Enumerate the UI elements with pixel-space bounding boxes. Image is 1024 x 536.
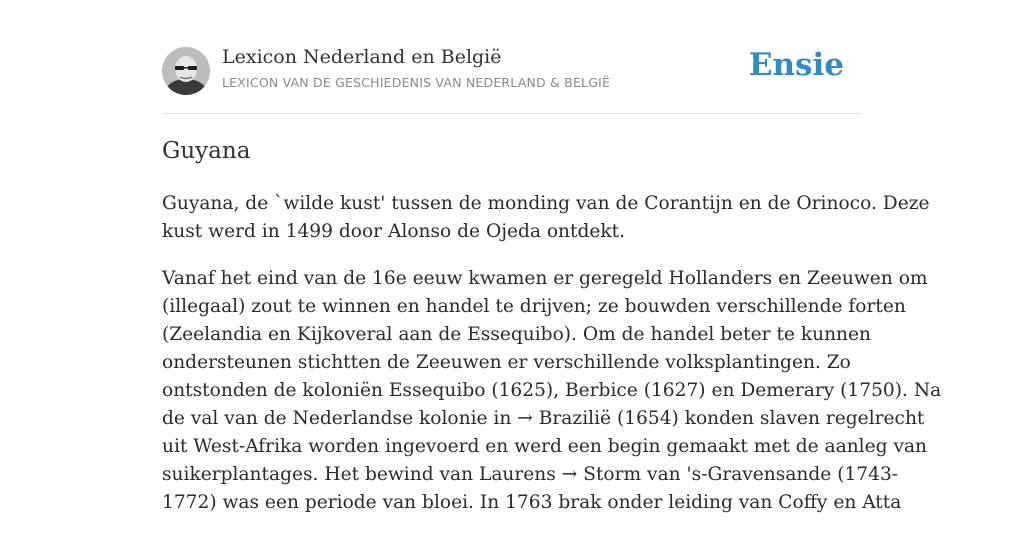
text-line: ondersteunen stichtten de Zeeuwen er verschillende volksplantingen. Zo: [162, 352, 851, 373]
text-line: [162, 405, 925, 433]
text-line: kust werd in 1499 door Alonso de Ojeda ontdekt.: [162, 221, 626, 242]
site-title[interactable]: Lexicon Nederland en België: [222, 46, 502, 68]
article-body: [162, 190, 942, 536]
text-line: uit West-Afrika worden ingevoerd en werd een begin gemaakt met de aanleg van: [162, 436, 928, 457]
text-segment: de val van de Nederlandse kolonie in: [162, 408, 518, 429]
site-header: [162, 0, 862, 114]
site-subtitle: LEXICON VAN DE GESCHIEDENIS VAN NEDERLAND & BELGIË: [222, 75, 611, 90]
article-paragraph-2: [162, 265, 942, 517]
text-line: 1772) was een periode van bloei. In 1763 brak onder leiding van Coffy en Atta: [162, 492, 902, 513]
text-line: [162, 461, 899, 489]
text-line: (Zeelandia en Kijkoveral aan de Essequibo). Om de handel beter te kunnen: [162, 324, 871, 345]
text-segment: suikerplantages. Het bewind van Laurens: [162, 464, 562, 485]
text-line: Vanaf het eind van de 16e eeuw kwamen er geregeld Hollanders en Zeeuwen om: [162, 268, 928, 289]
text-segment: (1654) konden slaven regelrecht: [611, 408, 925, 429]
text-segment: (1743-: [831, 464, 899, 485]
link-brazilie[interactable]: → Brazilië: [517, 408, 612, 429]
article-paragraph-1: [162, 190, 930, 246]
link-storm-van-s-gravensande[interactable]: → Storm van 's-Gravensande: [561, 464, 832, 485]
page-title: Guyana: [162, 138, 251, 164]
text-line: (illegaal) zout te winnen en handel te drijven; ze bouwden verschillende forten: [162, 296, 906, 317]
ensie-logo[interactable]: Ensie: [748, 47, 844, 83]
author-avatar-icon[interactable]: [162, 47, 210, 95]
text-line: ontstonden de koloniën Essequibo (1625), Berbice (1627) en Demerary (1750). Na: [162, 380, 942, 401]
page-container: [162, 0, 942, 513]
text-line: Guyana, de `wilde kust' tussen de monding van de Corantijn en de Orinoco. Deze: [162, 193, 930, 214]
